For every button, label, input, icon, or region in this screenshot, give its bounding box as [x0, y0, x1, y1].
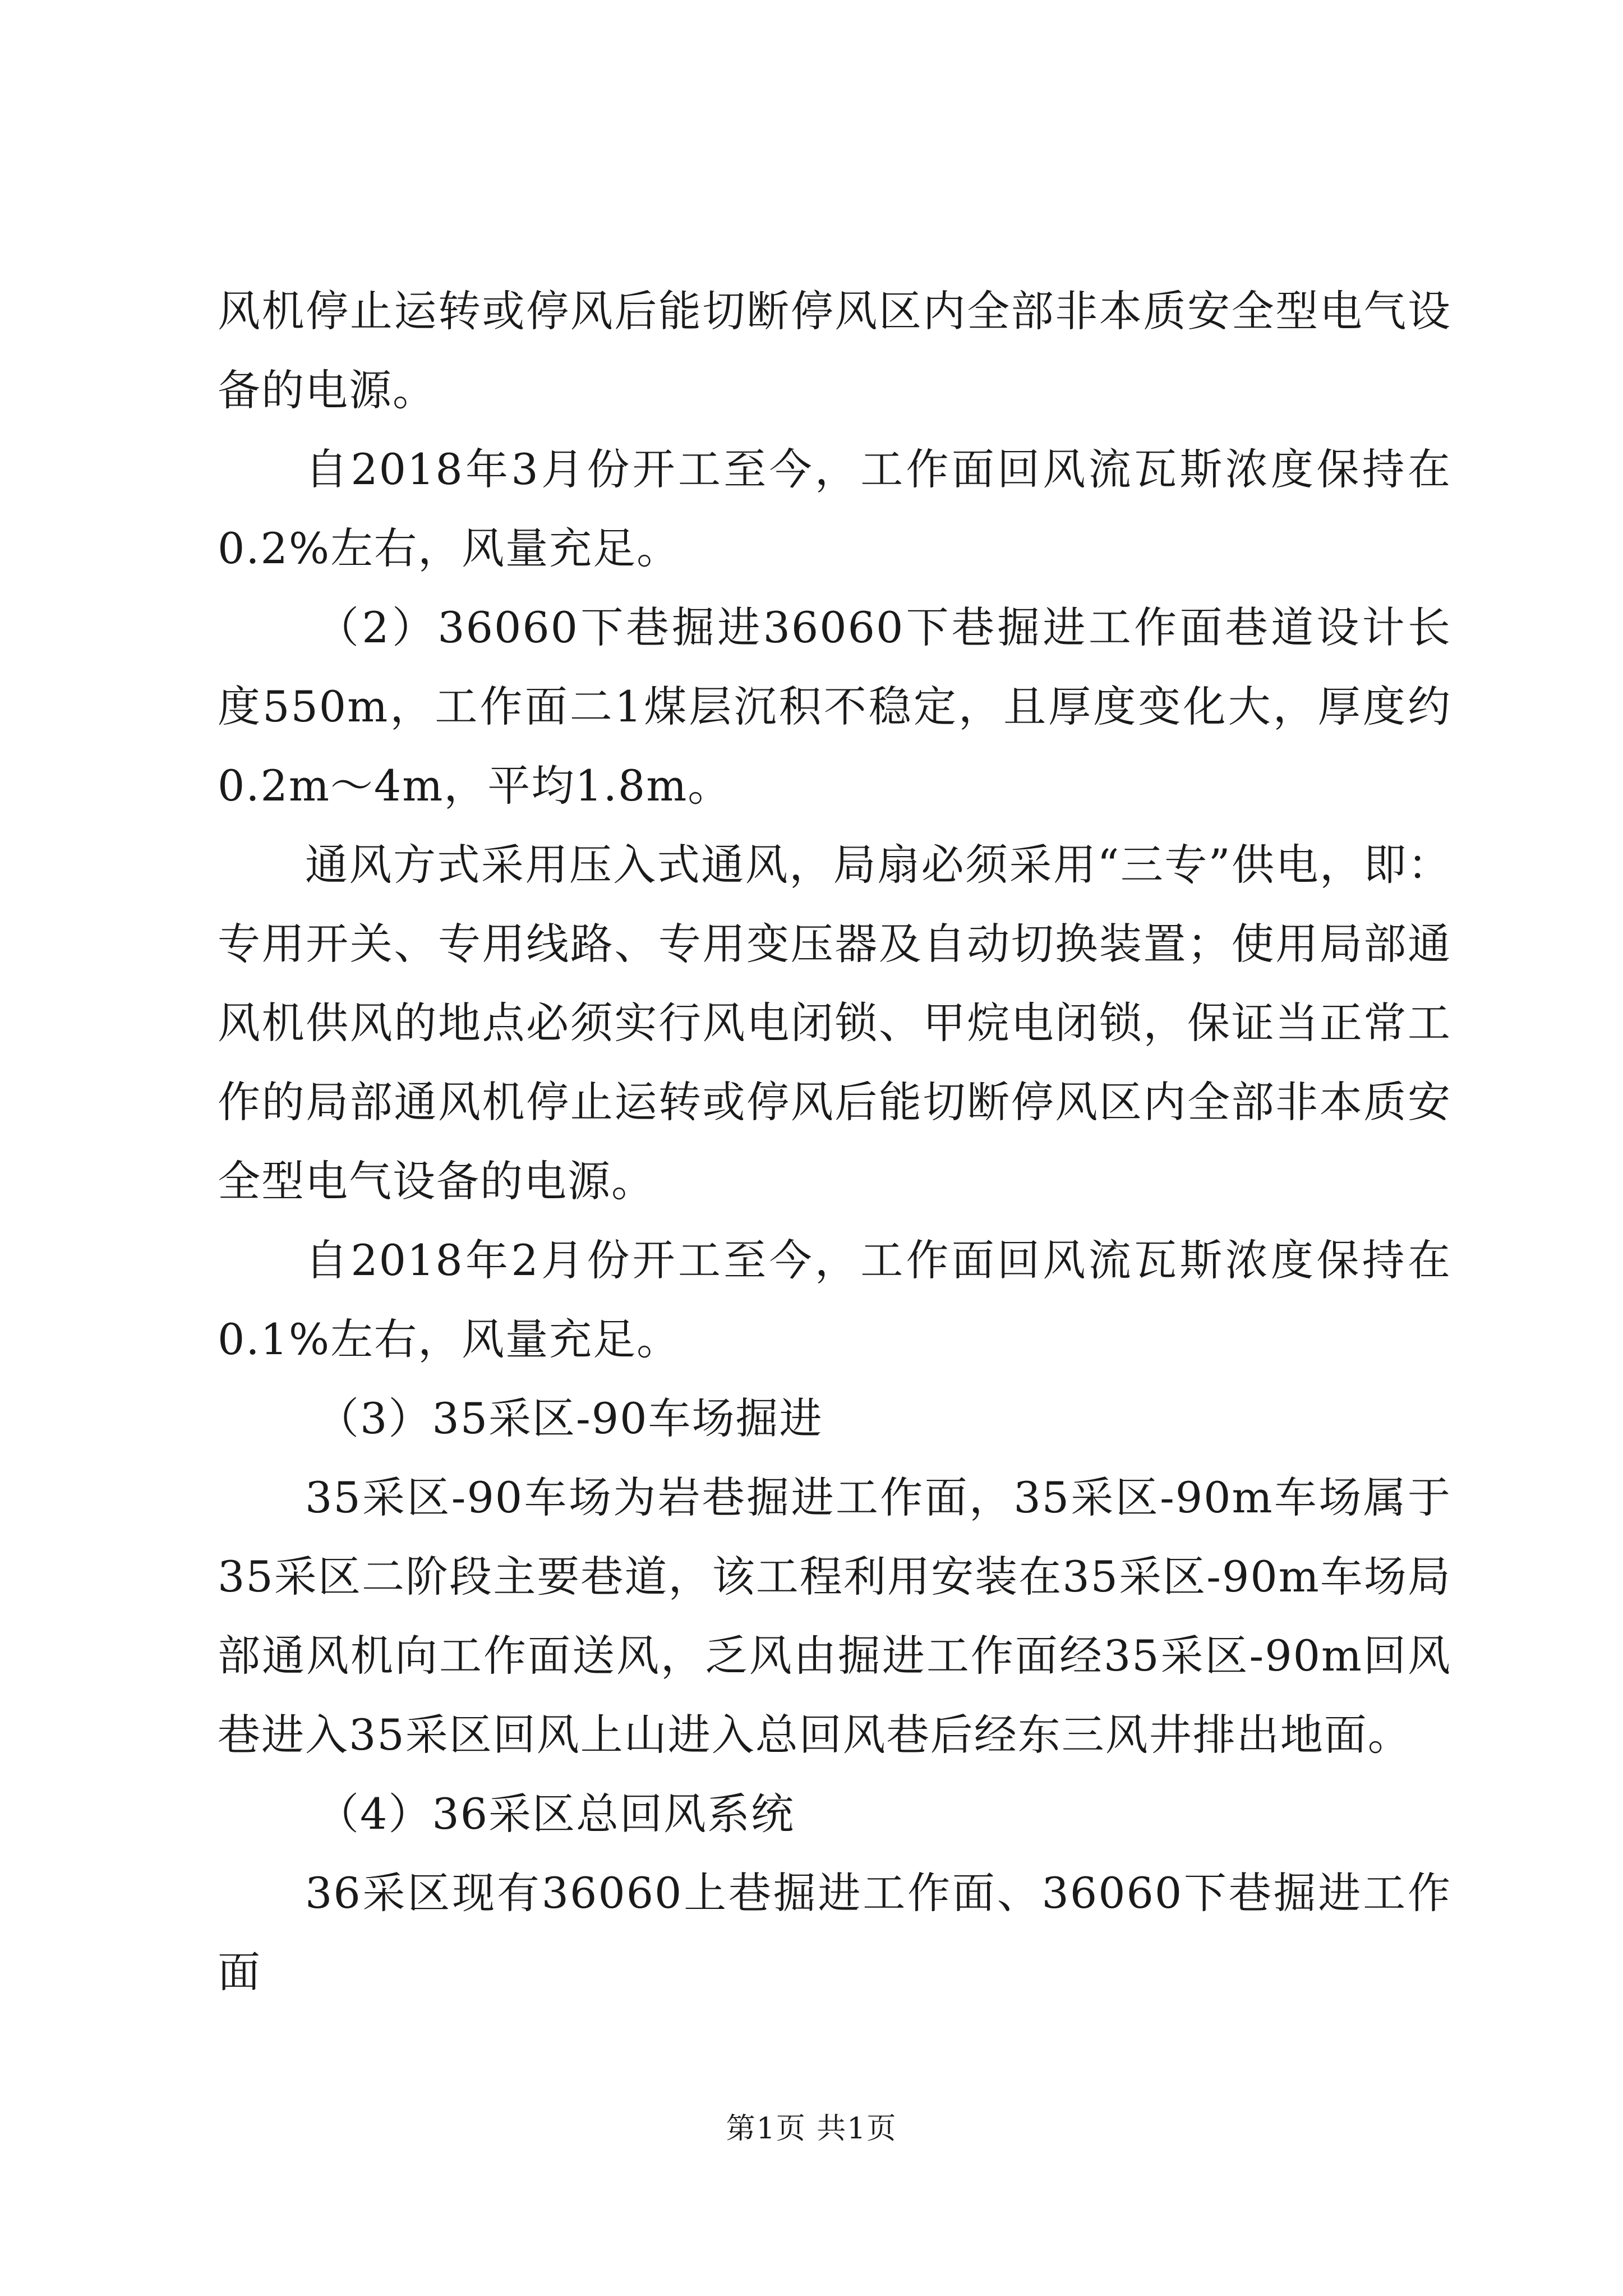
paragraph: 35采区-90车场为岩巷掘进工作面，35采区-90m车场属于35采区二阶段主要巷道，该工程利用安装在35采区-90m车场局部通风机向工作面送风，乏风由掘进工作面经35采区-90m回风巷进入35采区回风上山进入总回风巷后经东三风井排出地面。	[218, 1473, 1451, 1760]
paragraph: 风机停止运转或停风后能切断停风区内全部非本质安全型电气设备的电源。	[218, 286, 1451, 415]
section-heading: （4）36采区总回风系统	[316, 1789, 795, 1839]
paragraph: 自2018年2月份开工至今，工作面回风流瓦斯浓度保持在0.1%左右，风量充足。	[218, 1235, 1451, 1364]
section-heading: （3）35采区-90车场掘进	[316, 1393, 823, 1443]
paragraph: （2）36060下巷掘进36060下巷掘进工作面巷道设计长度550m，工作面二1煤层沉积不稳定，且厚度变化大，厚度约0.2m～4m，平均1.8m。	[218, 602, 1451, 811]
paragraph: 通风方式采用压入式通风，局扇必须采用“三专”供电，即：专用开关、专用线路、专用变压器及自动切换装置；使用局部通风机供风的地点必须实行风电闭锁、甲烷电闭锁，保证当正常工作的局部通风机停止运转或停风后能切断停风区内全部非本质安全型电气设备的电源。	[218, 840, 1451, 1206]
paragraph: 36采区现有36060上巷掘进工作面、36060下巷掘进工作面	[218, 1868, 1451, 1997]
paragraph: 自2018年3月份开工至今，工作面回风流瓦斯浓度保持在0.2%左右，风量充足。	[218, 444, 1451, 573]
page-footer: 第1页 共1页	[726, 2112, 897, 2146]
document-body	[218, 272, 1451, 2012]
